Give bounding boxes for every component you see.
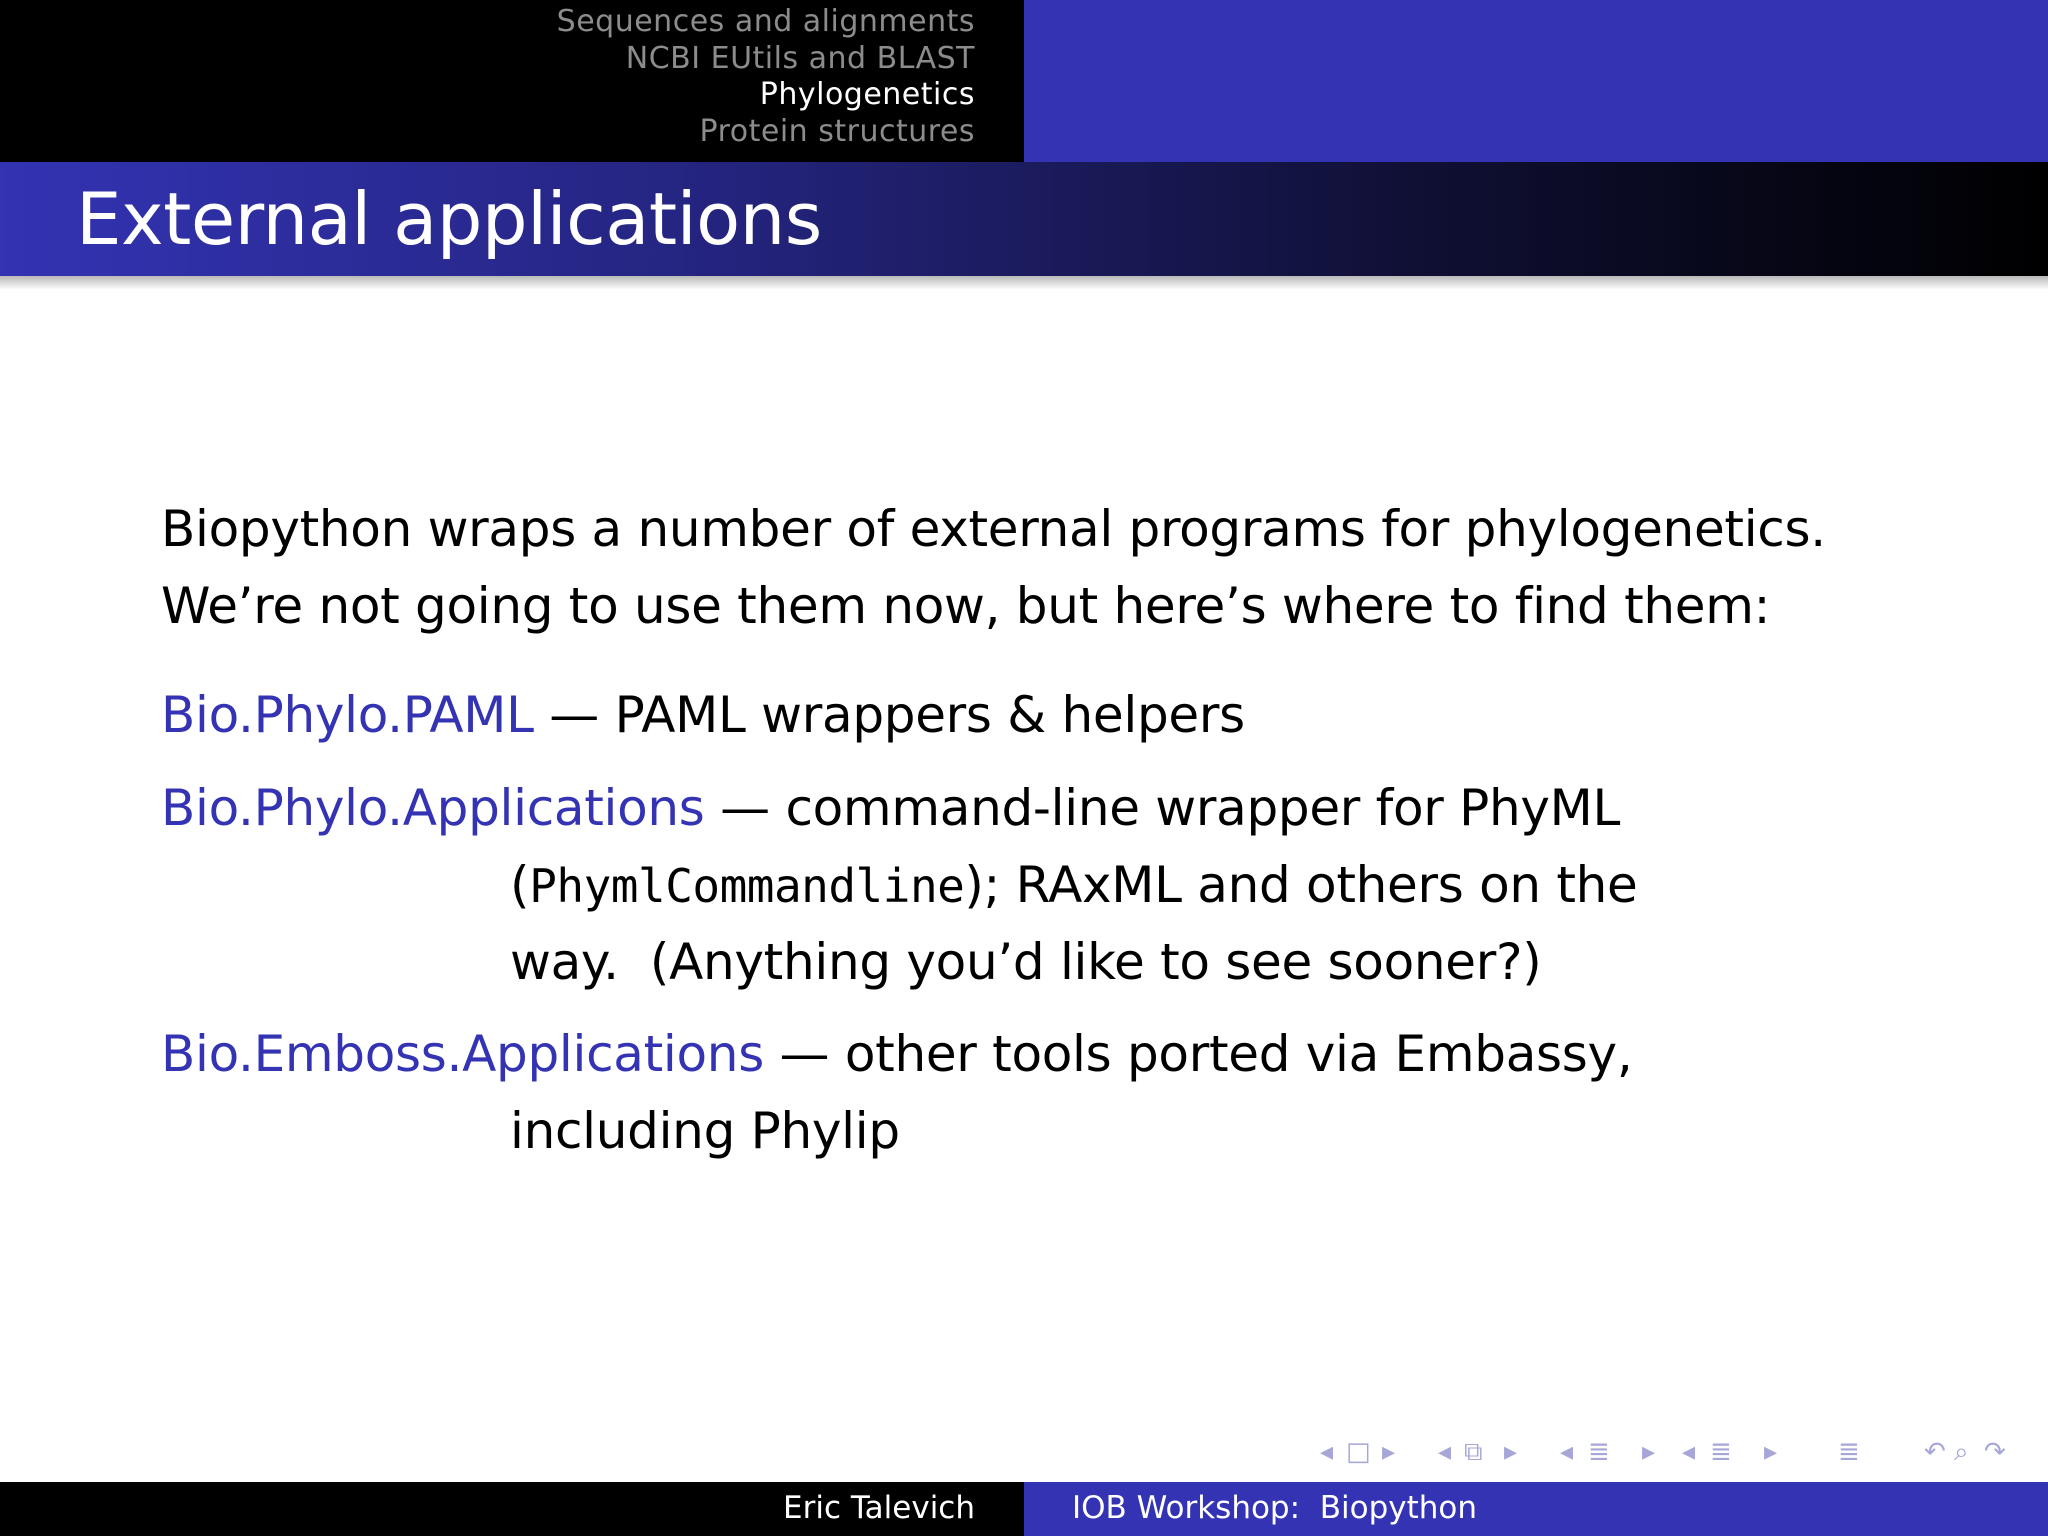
item-description: PAML wrappers & helpers	[614, 686, 1245, 744]
section-link-protein[interactable]: Protein structures	[699, 113, 975, 149]
description-item-paml	[161, 686, 1245, 744]
nav-document-icon[interactable]: ≣	[1838, 1437, 1860, 1467]
footer-presentation-title: IOB Workshop: Biopython	[1072, 1490, 1478, 1526]
item-dash: —	[763, 1025, 845, 1083]
section-link-ncbi[interactable]: NCBI EUtils and BLAST	[625, 40, 975, 76]
nav-forward-icon[interactable]: ↷	[1984, 1437, 2006, 1467]
nav-section-left-icon[interactable]: ◂	[1682, 1437, 1696, 1467]
description-continuation	[510, 856, 1638, 914]
nav-subsection-icon[interactable]: ≣	[1588, 1437, 1610, 1467]
nav-section-icon[interactable]: ≣	[1710, 1437, 1732, 1467]
module-name-phylo-applications[interactable]: Bio.Phylo.Applications	[161, 779, 705, 837]
nav-search-icon[interactable]: ⌕	[1954, 1437, 1969, 1467]
header-right-panel	[1024, 0, 2048, 162]
nav-section-right-icon[interactable]: ▸	[1764, 1437, 1778, 1467]
nav-subsection-left-icon[interactable]: ◂	[1560, 1437, 1574, 1467]
item-dash: —	[704, 779, 786, 837]
intro-text-line-1: Biopython wraps a number of external programs for phylogenetics.	[161, 500, 1826, 558]
section-link-phylogenetics[interactable]: Phylogenetics	[759, 77, 975, 112]
navigation-symbols	[1310, 1432, 2030, 1472]
module-name-emboss-applications[interactable]: Bio.Emboss.Applications	[161, 1025, 764, 1083]
description-continuation: including Phylip	[510, 1102, 900, 1160]
nav-frame-right-icon[interactable]: ▸	[1504, 1437, 1518, 1467]
description-item-phylo-applications	[161, 779, 1620, 837]
item-dash: —	[533, 686, 615, 744]
nav-frame-icon[interactable]: ⧉	[1464, 1437, 1483, 1467]
description-text: ); RAxML and others on the	[964, 856, 1638, 914]
intro-text-line-2: We’re not going to use them now, but here’s where to find them:	[161, 577, 1771, 635]
frame-title: External applications	[76, 177, 822, 261]
section-link-sequences[interactable]: Sequences and alignments	[556, 4, 975, 39]
item-description: other tools ported via Embassy,	[844, 1025, 1633, 1083]
nav-slide-icon[interactable]: □	[1346, 1437, 1371, 1467]
nav-slide-right-icon[interactable]: ▸	[1382, 1437, 1396, 1467]
title-bar-shadow	[0, 276, 2048, 290]
nav-subsection-right-icon[interactable]: ▸	[1642, 1437, 1656, 1467]
description-item-emboss-applications	[161, 1025, 1632, 1083]
paren-open: (	[510, 856, 530, 914]
footer-author: Eric Talevich	[783, 1490, 975, 1526]
nav-back-icon[interactable]: ↶	[1924, 1437, 1946, 1467]
description-continuation: way. (Anything you’d like to see sooner?)	[510, 933, 1542, 991]
code-class-name: PhymlCommandline	[529, 859, 965, 913]
module-name-paml[interactable]: Bio.Phylo.PAML	[161, 686, 534, 744]
nav-frame-left-icon[interactable]: ◂	[1438, 1437, 1452, 1467]
section-navigation	[557, 4, 975, 150]
nav-slide-left-icon[interactable]: ◂	[1320, 1437, 1334, 1467]
item-description: command-line wrapper for PhyML	[785, 779, 1621, 837]
